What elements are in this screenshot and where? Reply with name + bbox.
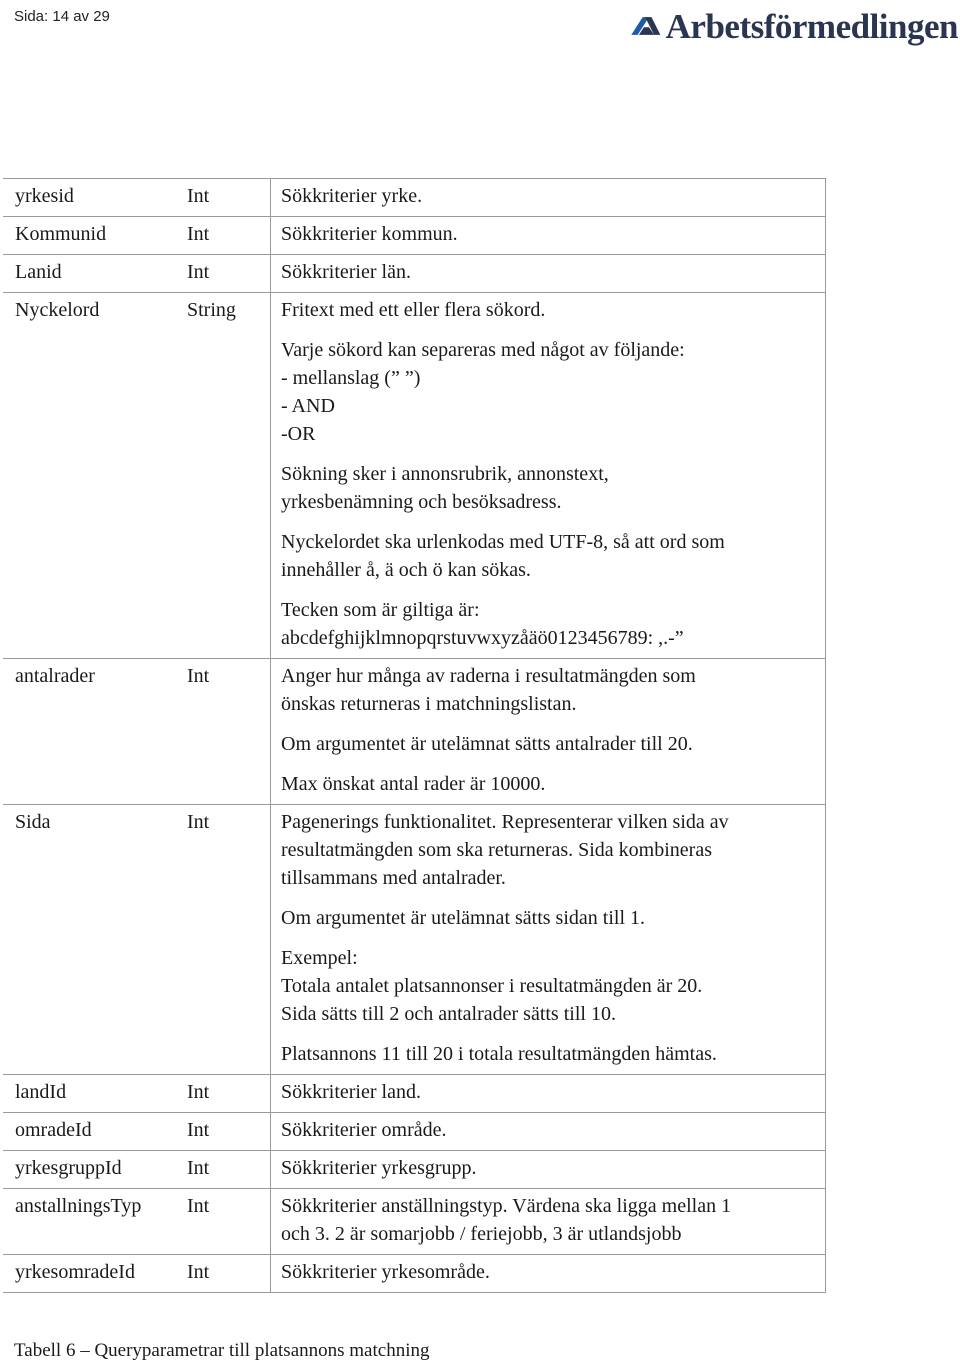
param-type-cell: Int — [187, 811, 210, 833]
description-paragraph: Fritext med ett eller flera sökord. — [281, 299, 546, 321]
description-paragraph: Om argumentet är utelämnat sätts antalrader till 20. — [281, 733, 693, 755]
table-row — [3, 1189, 826, 1255]
table-row — [3, 293, 826, 659]
logo-mark-icon — [630, 6, 662, 46]
arbetsformedlingen-logo — [630, 4, 958, 48]
description-paragraph: Sökkriterier område. — [281, 1119, 447, 1141]
page-number: Sida: 14 av 29 — [14, 8, 110, 25]
param-name-cell: Kommunid — [15, 223, 107, 245]
description-paragraph: Sökkriterier anställningstyp. Värdena ska ligga mellan 1 och 3. 2 är somarjobb / feriejobb, 3 är utlandsjobb — [281, 1195, 732, 1245]
description-paragraph: Anger hur många av raderna i resultatmängden som önskas returneras i matchningslistan. — [281, 665, 696, 715]
description-paragraph: Sökning sker i annonsrubrik, annonstext, yrkesbenämning och besöksadress. — [281, 463, 609, 513]
description-paragraph: Sökkriterier yrkesområde. — [281, 1261, 490, 1283]
table-row — [3, 1113, 826, 1151]
param-name-cell: yrkesgruppId — [15, 1157, 122, 1179]
param-type-cell: Int — [187, 1119, 210, 1141]
description-paragraph: Platsannons 11 till 20 i totala resultatmängden hämtas. — [281, 1043, 717, 1065]
param-description-cell — [271, 1113, 826, 1151]
description-paragraph: Varje sökord kan separeras med något av följande: - mellanslag (” ”) - AND -OR — [281, 339, 685, 445]
param-name-cell: Sida — [15, 811, 51, 833]
param-description-cell — [271, 293, 826, 659]
param-name-cell: omradeId — [15, 1119, 92, 1141]
table-row — [3, 805, 826, 1075]
param-name-cell: Nyckelord — [15, 299, 100, 321]
description-paragraph: Pagenerings funktionalitet. Representerar vilken sida av resultatmängden som ska returneras. Sida kombineras tillsammans med antalrader. — [281, 811, 729, 889]
description-paragraph: Sökkriterier yrkesgrupp. — [281, 1157, 477, 1179]
param-name-cell: antalrader — [15, 665, 95, 687]
param-type-cell: Int — [187, 1081, 210, 1103]
param-name-cell: yrkesomradeId — [15, 1261, 135, 1283]
param-type-cell: Int — [187, 223, 210, 245]
description-paragraph: Om argumentet är utelämnat sätts sidan till 1. — [281, 907, 645, 929]
param-description-cell — [271, 1189, 826, 1255]
table-row — [3, 659, 826, 805]
param-type-cell: Int — [187, 1195, 210, 1217]
description-paragraph: Sökkriterier kommun. — [281, 223, 458, 245]
description-paragraph: Nyckelordet ska urlenkodas med UTF-8, så att ord som innehåller å, ä och ö kan sökas. — [281, 531, 725, 581]
param-description-cell — [271, 179, 826, 217]
param-name-cell: landId — [15, 1081, 67, 1103]
param-description-cell — [271, 1255, 826, 1293]
table-row — [3, 1151, 826, 1189]
param-description-cell — [271, 217, 826, 255]
param-description-cell — [271, 659, 826, 805]
param-type-cell: Int — [187, 185, 210, 207]
param-type-cell: Int — [187, 1261, 210, 1283]
table-caption: Tabell 6 – Queryparametrar till platsannons matchning — [14, 1340, 430, 1361]
description-paragraph: Sökkriterier län. — [281, 261, 411, 283]
param-description-cell — [271, 1151, 826, 1189]
table-row — [3, 1075, 826, 1113]
param-name-cell: anstallningsTyp — [15, 1195, 142, 1217]
description-paragraph: Max önskat antal rader är 10000. — [281, 773, 546, 795]
table-row — [3, 1255, 826, 1293]
description-paragraph: Tecken som är giltiga är: abcdefghijklmnopqrstuvwxyzåäö0123456789: ,.-” — [281, 599, 684, 649]
logo-text: Arbetsförmedlingen — [665, 6, 958, 46]
table-row — [3, 255, 826, 293]
param-type-cell: Int — [187, 665, 210, 687]
param-description-cell — [271, 1075, 826, 1113]
description-paragraph: Sökkriterier land. — [281, 1081, 421, 1103]
query-parameters-table — [3, 178, 826, 1293]
description-paragraph: Sökkriterier yrke. — [281, 185, 423, 207]
description-paragraph: Exempel: Totala antalet platsannonser i resultatmängden är 20. Sida sätts till 2 och antalrader sätts till 10. — [281, 947, 703, 1025]
param-type-cell: Int — [187, 1157, 210, 1179]
param-name-cell: yrkesid — [15, 185, 74, 207]
param-type-cell: String — [187, 299, 236, 321]
param-description-cell — [271, 255, 826, 293]
param-type-cell: Int — [187, 261, 210, 283]
table-row — [3, 217, 826, 255]
param-name-cell: Lanid — [15, 261, 62, 283]
param-description-cell — [271, 805, 826, 1075]
table-row — [3, 179, 826, 217]
